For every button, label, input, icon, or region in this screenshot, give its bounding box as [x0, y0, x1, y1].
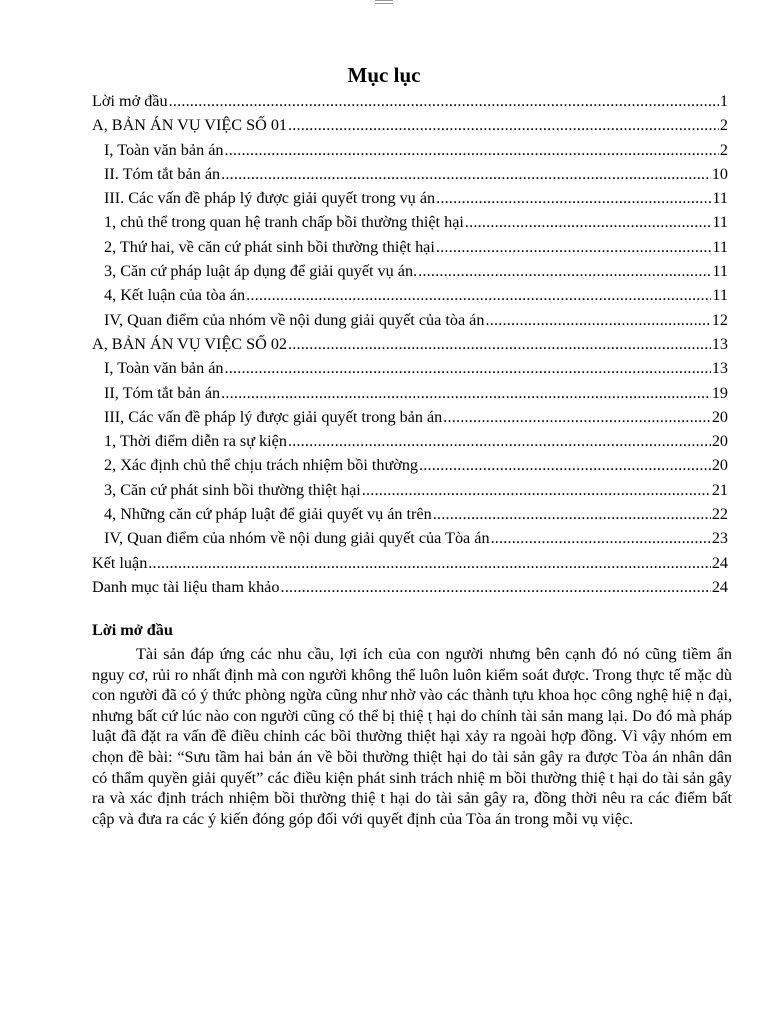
toc-entry[interactable] — [92, 429, 728, 453]
toc-entry[interactable] — [92, 478, 728, 502]
toc-entry[interactable] — [92, 89, 728, 113]
toc-dot-leader — [169, 89, 719, 113]
toc-dot-leader — [436, 235, 712, 259]
toc-page-number: 22 — [711, 505, 728, 524]
toc-entry-text: Danh mục tài liệu tham khảo — [92, 577, 280, 596]
toc-dot-leader — [280, 575, 710, 599]
toc-entry-text: III. Các vấn đề pháp lý được giải quyết trong vụ án — [104, 189, 436, 208]
toc-page-number: 13 — [711, 334, 728, 353]
toc-entry[interactable] — [92, 502, 728, 526]
toc-page-number: 23 — [711, 529, 728, 548]
toc-entry[interactable] — [92, 283, 728, 307]
intro-section — [92, 620, 732, 829]
toc-entry-text: Kết luận — [92, 553, 148, 572]
toc-entry-text: 1, Thời điểm diễn ra sự kiện — [104, 432, 287, 451]
toc-entry[interactable] — [92, 113, 728, 137]
toc-dot-leader — [288, 429, 711, 453]
intro-paragraph: Tài sản đáp ứng các nhu cầu, lợi ích của con người nhưng bên cạnh đó nó cũng tiềm ẩn nguy cơ, rủi ro nhất định mà con người không thể luôn luôn kiểm soát được. Trong thực tế mặc dù con người đã có ý thức phòng ngừa cũng như nhờ vào các thành tựu khoa học công nghệ hiệ n đại, nhưng bất cứ lúc nào con người cũng có thể bị thiệ ṭ hại do chính tài sản mang lại. Do đó mà pháp luật đã đặt ra vấn đề điều chỉnh các bồi thường thiệt hại xảy ra ngoài hợp đồng. Vì vậy nhóm em chọn đề bài: “Sưu tầm hai bản án về bồi thường thiệt hại do tài sản gây ra được Tòa án nhân dân có thẩm quyền giải quyết” các điều kiện phát sinh trách nhiệ m bồi thường thiệ t hại do tài sản gây ra và xác định trách nhiệm bồi thường thiệ t hại do tài sản gây ra, đồng thời nêu ra các điểm bất cập và đưa ra các ý kiến đóng góp đối với quyết định của Tòa án trong mỗi vụ việc. — [92, 645, 732, 828]
toc-entry-text: IV, Quan điểm của nhóm về nội dung giải quyết của tòa án — [104, 310, 485, 329]
toc-page-number: 10 — [711, 164, 728, 183]
toc-title: Mục lục — [347, 63, 421, 87]
toc-entry-text: II, Tóm tắt bản án — [104, 383, 221, 402]
toc-entry-text: III, Các vấn đề pháp lý được giải quyết trong bản án — [104, 407, 443, 426]
table-of-contents — [92, 89, 728, 599]
toc-dot-leader — [418, 259, 711, 283]
toc-dot-leader — [362, 478, 711, 502]
toc-entry-text: 3, Căn cứ pháp luật áp dụng để giải quyết vụ án. — [104, 262, 418, 281]
toc-entry[interactable] — [92, 235, 728, 259]
toc-dot-leader — [148, 551, 711, 575]
toc-entry[interactable] — [92, 162, 728, 186]
toc-entry-text: 4, Những căn cứ pháp luật để giải quyết vụ án trên — [104, 505, 432, 524]
toc-entry[interactable] — [92, 210, 728, 234]
toc-dot-leader — [225, 356, 711, 380]
toc-entry-text: A, BẢN ÁN VỤ VIỆC SỐ 01 — [92, 116, 288, 135]
toc-dot-leader — [485, 308, 710, 332]
toc-entry[interactable] — [92, 551, 728, 575]
toc-dot-leader — [436, 186, 711, 210]
toc-page-number: 2 — [719, 116, 728, 135]
toc-page-number: 20 — [711, 432, 728, 451]
toc-entry[interactable] — [92, 308, 728, 332]
toc-entry[interactable] — [92, 405, 728, 429]
toc-entry[interactable] — [92, 575, 728, 599]
toc-page-number: 21 — [711, 480, 728, 499]
toc-dot-leader — [221, 381, 711, 405]
toc-dot-leader — [221, 162, 711, 186]
toc-entry-text: 2, Xác định chủ thể chịu trách nhiệm bồi thường — [104, 456, 419, 475]
toc-dot-leader — [465, 210, 712, 234]
toc-page-number: 11 — [712, 262, 728, 281]
toc-entry[interactable] — [92, 138, 728, 162]
toc-dot-leader — [433, 502, 711, 526]
toc-entry-text: I, Toàn văn bản án — [104, 140, 224, 159]
toc-entry-text: A, BẢN ÁN VỤ VIỆC SỐ 02 — [92, 334, 288, 353]
toc-entry[interactable] — [92, 186, 728, 210]
toc-entry-text: IV, Quan điểm của nhóm về nội dung giải quyết của Tòa án — [104, 529, 490, 548]
toc-entry-text: 3, Căn cứ phát sinh bồi thường thiệt hại — [104, 480, 361, 499]
toc-page-number: 2 — [719, 140, 728, 159]
intro-heading: Lời mở đầu — [92, 621, 173, 639]
toc-dot-leader — [246, 283, 711, 307]
toc-dot-leader — [225, 138, 719, 162]
toc-page-number: 19 — [711, 383, 728, 402]
toc-entry-text: II. Tóm tắt bản án — [104, 164, 221, 183]
toc-entry-text: 1, chủ thể trong quan hệ tranh chấp bồi thường thiệt hại — [104, 213, 464, 232]
toc-dot-leader — [491, 526, 711, 550]
toc-dot-leader — [288, 332, 711, 356]
toc-page-number: 11 — [712, 237, 728, 256]
toc-entry[interactable] — [92, 381, 728, 405]
toc-page-number: 11 — [712, 189, 728, 208]
toc-dot-leader — [288, 113, 719, 137]
toc-entry-text: 2, Thứ hai, về căn cứ phát sinh bồi thường thiệt hại — [104, 237, 435, 256]
toc-page-number: 24 — [711, 577, 728, 596]
header-mark — [375, 0, 393, 4]
toc-page-number: 13 — [711, 359, 728, 378]
toc-page-number: 11 — [712, 213, 728, 232]
toc-page-number: 20 — [711, 407, 728, 426]
toc-dot-leader — [443, 405, 711, 429]
toc-page-number: 12 — [711, 310, 728, 329]
toc-entry[interactable] — [92, 453, 728, 477]
toc-page-number: 24 — [711, 553, 728, 572]
toc-page-number: 20 — [711, 456, 728, 475]
toc-page-number: 1 — [719, 92, 728, 110]
toc-entry[interactable] — [92, 356, 728, 380]
toc-entry-text: Lời mở đầu — [92, 92, 168, 110]
toc-entry[interactable] — [92, 332, 728, 356]
toc-dot-leader — [419, 453, 711, 477]
toc-entry[interactable] — [92, 526, 728, 550]
toc-entry-text: 4, Kết luận của tòa án — [104, 286, 246, 305]
toc-entry-text: I, Toàn văn bản án — [104, 359, 224, 378]
toc-page-number: 11 — [712, 286, 728, 305]
toc-entry[interactable] — [92, 259, 728, 283]
